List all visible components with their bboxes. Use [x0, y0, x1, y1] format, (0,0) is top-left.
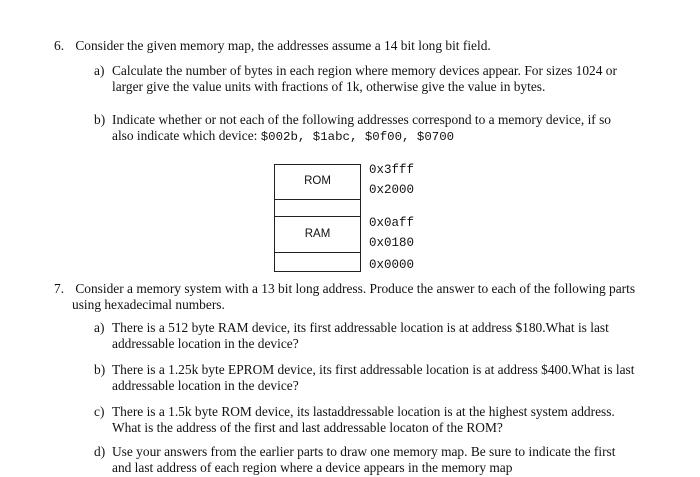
memory-map-ram-region — [274, 216, 361, 253]
memory-map-empty-region — [274, 199, 361, 217]
question-6b-line2 — [112, 128, 454, 144]
question-7b-line2: addressable location in the device? — [112, 378, 299, 393]
memory-map-rom-label: ROM — [304, 175, 331, 187]
memory-map-addr-base: 0x0000 — [369, 258, 415, 272]
question-7b-label: b) — [94, 362, 106, 377]
memory-map-addr-ram-bottom: 0x0180 — [369, 236, 415, 250]
question-7d-label: d) — [94, 444, 106, 459]
memory-map-rom-region — [274, 164, 361, 200]
question-6-number: 6. — [54, 38, 65, 53]
question-7d-line2: and last address of each region where a device appears in the memory map — [112, 460, 513, 475]
question-6b-label: b) — [94, 112, 106, 127]
question-7 — [54, 281, 635, 297]
question-7-number: 7. — [54, 281, 65, 296]
question-7a-line1: There is a 512 byte RAM device, its first addressable location is at address $180.What is last — [112, 320, 609, 335]
question-6 — [54, 38, 491, 54]
memory-map-addr-rom-bottom: 0x2000 — [369, 183, 415, 197]
memory-map-addr-ram-top: 0x0aff — [369, 216, 415, 230]
question-7c-label: c) — [94, 404, 105, 419]
question-6a-line1: Calculate the number of bytes in each region where memory devices appear. For sizes 1024 or — [112, 63, 617, 78]
question-6-text: Consider the given memory map, the addresses assume a 14 bit long bit field. — [75, 38, 491, 53]
question-6b-line2-text: also indicate which device: — [112, 128, 261, 143]
question-6a-label: a) — [94, 63, 105, 78]
question-6b-addresses: $002b, $1abc, $0f00, $0700 — [260, 130, 455, 144]
question-7a-line2: addressable location in the device? — [112, 336, 299, 351]
question-6b-line1: Indicate whether or not each of the following addresses correspond to a memory device, if so — [112, 112, 612, 127]
memory-map-base-region — [274, 252, 361, 272]
question-7a-label: a) — [94, 320, 105, 335]
memory-map-ram-label: RAM — [304, 228, 331, 240]
question-7c-line1: There is a 1.5k byte ROM device, its lastaddressable location is at the highest system address. — [112, 404, 615, 419]
question-7b-line1: There is a 1.25k byte EPROM device, its first addressable location is at address $400.What is last — [112, 362, 635, 377]
question-7c-line2: What is the address of the first and last addressable locaton of the ROM? — [112, 420, 503, 435]
memory-map-addr-rom-top: 0x3fff — [369, 163, 415, 177]
question-6a-line2: larger give the value units with fractions of 1k, otherwise give the value in bytes. — [112, 79, 546, 94]
question-7-line2: using hexadecimal numbers. — [72, 297, 225, 312]
question-7-line1: Consider a memory system with a 13 bit long address. Produce the answer to each of the following parts — [75, 281, 636, 296]
question-7d-line1: Use your answers from the earlier parts to draw one memory map. Be sure to indicate the first — [112, 444, 616, 459]
